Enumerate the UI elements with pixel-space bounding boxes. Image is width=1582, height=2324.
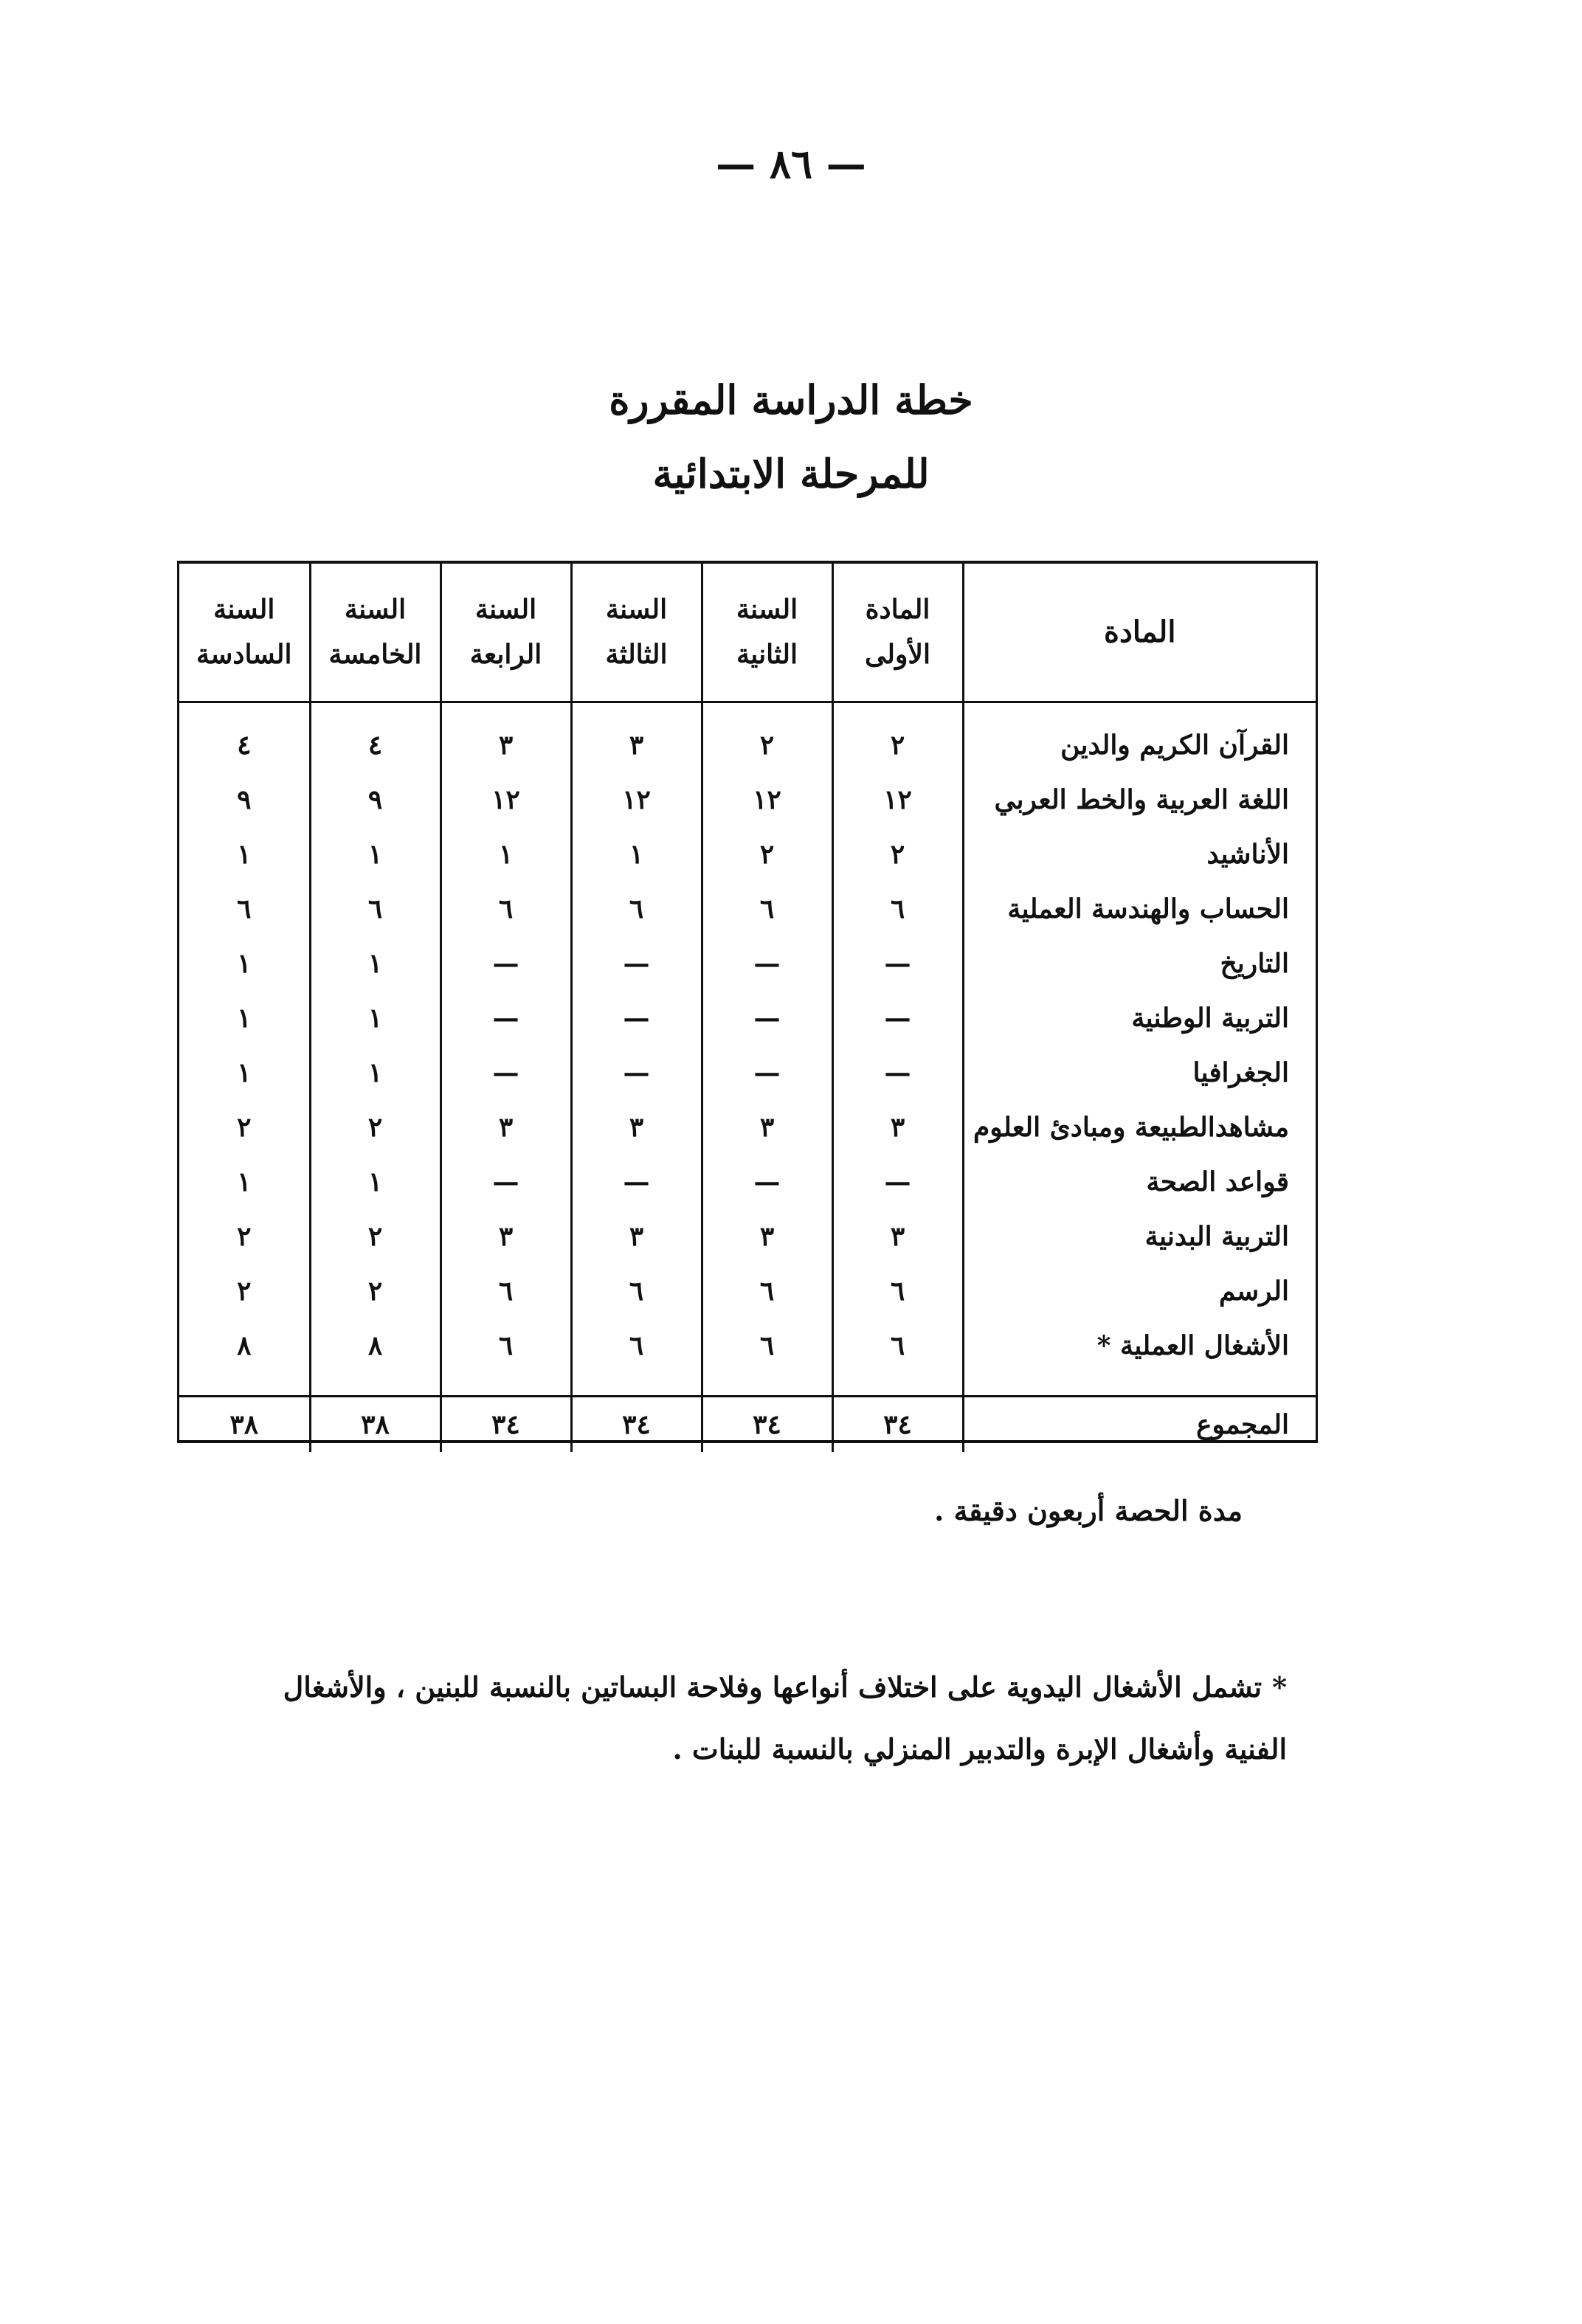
- table-cell: ١: [237, 1166, 252, 1197]
- table-body: [179, 702, 1316, 1453]
- table-cell: ٢: [702, 702, 832, 773]
- spacer-cell: [832, 1373, 963, 1397]
- table-cell: ٦: [310, 882, 441, 936]
- table-cell: —: [441, 991, 571, 1045]
- row-subject: الرسم: [963, 1264, 1316, 1318]
- table-row: [179, 772, 1316, 827]
- spacer-cell: [310, 1373, 441, 1397]
- page-subtitle: للمرحلة الابتدائية: [652, 450, 930, 497]
- table-row: [179, 1209, 1316, 1264]
- table-cell: ٦: [571, 882, 702, 936]
- table-row: [179, 1045, 1316, 1100]
- table-cell: ٤: [310, 702, 441, 773]
- table-cell: ٩: [310, 772, 441, 827]
- row-subject: الحساب والهندسة العملية: [963, 882, 1316, 936]
- column-header-year-6: السنة السادسة: [179, 564, 310, 702]
- total-cell: ٣٤: [571, 1397, 702, 1453]
- footnote: [165, 1656, 1287, 1780]
- table-cell: ٣: [441, 702, 571, 773]
- session-duration-note: مدة الحصة أربعون دقيقة .: [934, 1494, 1243, 1527]
- column-header-year-3: السنة الثالثة: [571, 564, 702, 702]
- table-cell: ١: [571, 827, 702, 882]
- table-cell: ٦: [237, 893, 252, 924]
- table-cell: ٣: [832, 1209, 963, 1264]
- table-cell: —: [441, 1155, 571, 1209]
- total-cell: ٣٤: [702, 1397, 832, 1453]
- column-header-subject: المادة: [963, 564, 1316, 702]
- table-header-row: [179, 564, 1316, 702]
- table-cell: ٢: [832, 827, 963, 882]
- row-subject: التربية الوطنية: [963, 991, 1316, 1045]
- spacer-cell: [179, 1373, 310, 1397]
- table-cell: ٦: [441, 882, 571, 936]
- table-row: [179, 1155, 1316, 1209]
- table-cell: ١: [310, 1045, 441, 1100]
- table-cell: ٣: [441, 1100, 571, 1155]
- table-cell: ١: [237, 1003, 252, 1034]
- table-cell: —: [571, 936, 702, 991]
- column-header-year-4: السنة الرابعة: [441, 564, 571, 702]
- footnote-star: *: [1272, 1670, 1287, 1704]
- table-cell: ٦: [702, 1318, 832, 1373]
- study-plan-table: [179, 564, 1316, 1452]
- table-cell: ٨: [237, 1330, 252, 1361]
- table-cell: ٢: [237, 1221, 252, 1252]
- table-cell: ٦: [702, 1264, 832, 1318]
- page-number: — ٨٦ —: [716, 140, 866, 187]
- table-cell: ٢: [832, 702, 963, 773]
- table-row: [179, 1318, 1316, 1373]
- table-cell: —: [571, 1155, 702, 1209]
- table-cell: ١: [237, 839, 252, 870]
- table-cell: ٣: [571, 1209, 702, 1264]
- table-cell: ٤: [237, 730, 252, 761]
- table-cell: ١: [310, 991, 441, 1045]
- row-subject: الجغرافيا: [963, 1045, 1316, 1100]
- row-subject: الأناشيد: [963, 827, 1316, 882]
- table-row: [179, 936, 1316, 991]
- table-total-row: [179, 1397, 1316, 1453]
- table-cell: ١٢: [702, 772, 832, 827]
- table-cell: ٣: [832, 1100, 963, 1155]
- row-subject: الأشغال العملية *: [963, 1318, 1316, 1373]
- row-subject: القرآن الكريم والدين: [963, 702, 1316, 773]
- table-cell: ٢: [310, 1100, 441, 1155]
- row-subject: اللغة العربية والخط العربي: [963, 772, 1316, 827]
- table-cell: ٦: [571, 1264, 702, 1318]
- total-cell: ٣٤: [832, 1397, 963, 1453]
- table-cell: ٢: [310, 1264, 441, 1318]
- table-cell: ٩: [237, 784, 252, 815]
- study-plan-table-frame: [177, 561, 1318, 1443]
- total-cell: ٣٤: [441, 1397, 571, 1453]
- table-cell: ٢: [237, 1276, 252, 1307]
- spacer-cell: [441, 1373, 571, 1397]
- table-cell: —: [571, 1045, 702, 1100]
- table-cell: —: [702, 1045, 832, 1100]
- footnote-line-2: الفنية وأشغال الإبرة والتدبير المنزلي بالنسبة للبنات .: [672, 1732, 1287, 1766]
- table-cell: —: [832, 1155, 963, 1209]
- table-row: [179, 991, 1316, 1045]
- table-spacer-row: [179, 1373, 1316, 1397]
- table-cell: ١: [441, 827, 571, 882]
- column-header-year-5: السنة الخامسة: [310, 564, 441, 702]
- table-cell: ٣: [571, 1100, 702, 1155]
- table-cell: ٢: [702, 827, 832, 882]
- table-cell: ١٢: [571, 772, 702, 827]
- table-cell: ٢: [310, 1209, 441, 1264]
- table-cell: —: [702, 936, 832, 991]
- table-cell: ٣: [702, 1209, 832, 1264]
- table-cell: ٢: [237, 1112, 252, 1143]
- table-cell: ١٢: [832, 772, 963, 827]
- table-cell: ١: [310, 936, 441, 991]
- table-cell: —: [441, 1045, 571, 1100]
- column-header-year-2: السنة الثانية: [702, 564, 832, 702]
- table-cell: ١: [310, 1155, 441, 1209]
- table-cell: ٦: [832, 1264, 963, 1318]
- table-cell: ٦: [832, 1318, 963, 1373]
- table-cell: —: [702, 1155, 832, 1209]
- table-cell: ٦: [441, 1264, 571, 1318]
- spacer-cell: [963, 1373, 1316, 1397]
- total-cell: ٣٨: [310, 1397, 441, 1453]
- spacer-cell: [702, 1373, 832, 1397]
- table-cell: ١٢: [441, 772, 571, 827]
- table-cell: —: [441, 936, 571, 991]
- table-cell: ١: [310, 827, 441, 882]
- table-cell: ٨: [310, 1318, 441, 1373]
- row-subject: التاريخ: [963, 936, 1316, 991]
- table-row: [179, 882, 1316, 936]
- table-cell: ١: [237, 948, 252, 979]
- table-cell: ٦: [441, 1318, 571, 1373]
- table-cell: —: [571, 991, 702, 1045]
- table-cell: ٦: [702, 882, 832, 936]
- page-title: خطة الدراسة المقررة: [609, 376, 973, 423]
- table-cell: —: [832, 1045, 963, 1100]
- table-cell: —: [832, 991, 963, 1045]
- total-label: المجموع: [963, 1397, 1316, 1453]
- total-cell: ٣٨: [179, 1397, 310, 1453]
- footnote-line-1: [165, 1656, 1287, 1718]
- table-cell: ٣: [571, 702, 702, 773]
- row-subject: قواعد الصحة: [963, 1155, 1316, 1209]
- table-cell: ٣: [702, 1100, 832, 1155]
- table-cell: —: [702, 991, 832, 1045]
- table-cell: ٦: [571, 1318, 702, 1373]
- table-cell: ١: [237, 1057, 252, 1088]
- table-cell: —: [832, 936, 963, 991]
- table-row: [179, 827, 1316, 882]
- column-header-year-1: المادة الأولى: [832, 564, 963, 702]
- footnote-text-1: تشمل الأشغال اليدوية على اختلاف أنواعها وفلاحة البساتين بالنسبة للبنين ، والأشغال: [283, 1670, 1263, 1704]
- table-row: [179, 1264, 1316, 1318]
- row-subject: التربية البدنية: [963, 1209, 1316, 1264]
- table-cell: ٣: [441, 1209, 571, 1264]
- table-row: [179, 702, 1316, 773]
- row-subject: مشاهدالطبيعة ومبادئ العلوم: [963, 1100, 1316, 1155]
- table-row: [179, 1100, 1316, 1155]
- table-cell: ٦: [832, 882, 963, 936]
- spacer-cell: [571, 1373, 702, 1397]
